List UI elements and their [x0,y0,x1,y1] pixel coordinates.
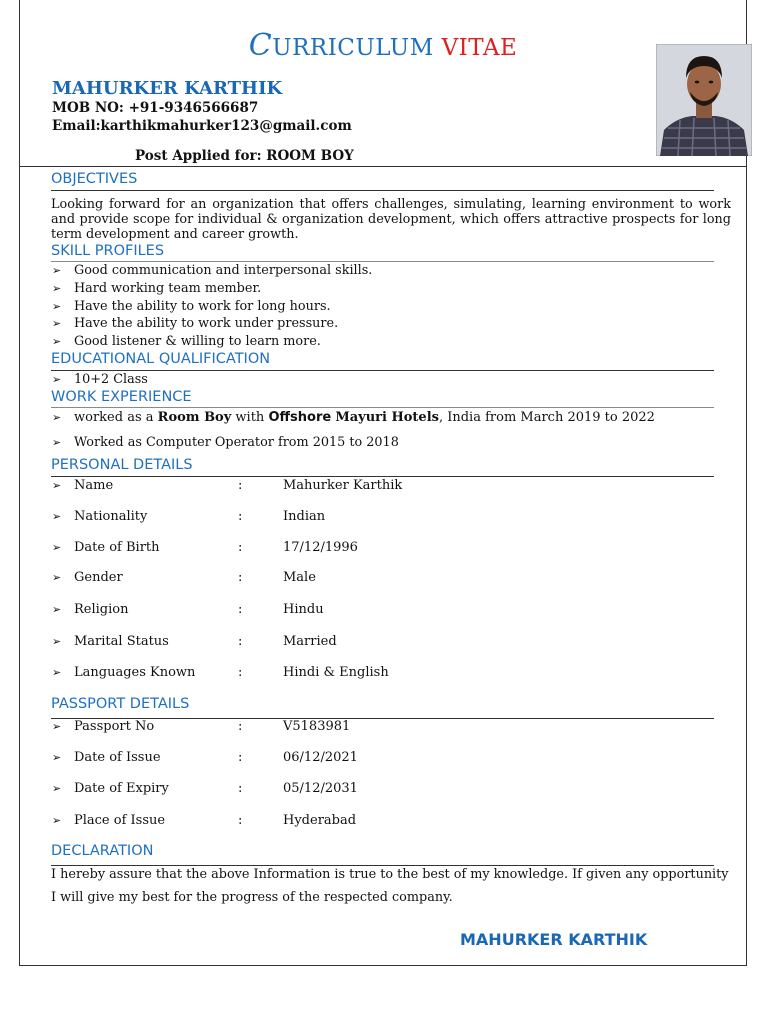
mobile-number: MOB NO: +91-9346566687 [52,100,259,116]
arrow-bullet-icon: ➢ [52,571,62,584]
skill-item: ➢ Hard working team member. [52,281,262,296]
arrow-bullet-icon: ➢ [52,782,62,795]
arrow-bullet-icon: ➢ [52,335,62,348]
passport-row: ➢ Date of Issue : 06/12/2021 [52,750,358,765]
objectives-divider [51,190,714,191]
arrow-bullet-icon: ➢ [52,814,62,827]
arrow-bullet-icon: ➢ [52,436,62,449]
candidate-name: MAHURKER KARTHIK [52,78,283,99]
passport-row: ➢ Passport No : V5183981 [52,719,351,734]
title-vitae: VITAE [441,35,518,61]
personal-row: ➢ Religion : Hindu [52,602,324,617]
personal-row: ➢ Nationality : Indian [52,509,326,524]
skill-item: ➢ Good communication and interpersonal skills. [52,263,373,278]
profile-photo [656,44,752,156]
work-heading: WORK EXPERIENCE [51,389,192,405]
arrow-bullet-icon: ➢ [52,603,62,616]
email-address: Email:karthikmahurker123@gmail.com [52,118,352,134]
arrow-bullet-icon: ➢ [52,751,62,764]
objectives-text: Looking forward for an organization that offers challenges, simulating, learning environment to work and provide scope for individual & organization development, which offers attractive prospects for long term development and career growth. [51,197,731,242]
passport-row: ➢ Date of Expiry : 05/12/2031 [52,781,358,796]
arrow-bullet-icon: ➢ [52,373,62,386]
work-item: ➢ worked as a Room Boy with Offshore Mayuri Hotels, India from March 2019 to 2022 [52,410,655,425]
objectives-heading: OBJECTIVES [51,171,138,187]
personal-heading: PERSONAL DETAILS [51,457,193,473]
personal-row: ➢ Name : Mahurker Karthik [52,478,403,493]
passport-heading: PASSPORT DETAILS [51,696,190,712]
arrow-bullet-icon: ➢ [52,264,62,277]
skills-divider [51,261,714,262]
personal-row: ➢ Gender : Male [52,570,316,585]
arrow-bullet-icon: ➢ [52,479,62,492]
arrow-bullet-icon: ➢ [52,541,62,554]
signature-name: MAHURKER KARTHIK [460,930,648,949]
title-curriculum: URRICULUM [272,35,434,61]
arrow-bullet-icon: ➢ [52,282,62,295]
personal-row: ➢ Marital Status : Married [52,634,337,649]
passport-row: ➢ Place of Issue : Hyderabad [52,813,357,828]
arrow-bullet-icon: ➢ [52,666,62,679]
personal-divider [51,476,714,477]
declaration-heading: DECLARATION [51,843,154,859]
work-divider [51,407,714,408]
skills-heading: SKILL PROFILES [51,243,165,259]
education-divider [51,370,714,371]
skill-item: ➢ Have the ability to work for long hours. [52,299,331,314]
title-initial: C [248,28,273,63]
education-heading: EDUCATIONAL QUALIFICATION [51,351,271,367]
post-applied: Post Applied for: ROOM BOY [135,148,354,164]
document-title [20,28,746,63]
resume-page [19,0,747,966]
header-divider [20,166,746,167]
arrow-bullet-icon: ➢ [52,317,62,330]
skill-item: ➢ Good listener & willing to learn more. [52,334,321,349]
arrow-bullet-icon: ➢ [52,720,62,733]
skill-item: ➢ Have the ability to work under pressure. [52,316,339,331]
arrow-bullet-icon: ➢ [52,411,62,424]
work-item: ➢ Worked as Computer Operator from 2015 to 2018 [52,435,399,450]
personal-row: ➢ Languages Known : Hindi & English [52,665,389,680]
arrow-bullet-icon: ➢ [52,510,62,523]
personal-row: ➢ Date of Birth : 17/12/1996 [52,540,358,555]
declaration-text: I hereby assure that the above Information is true to the best of my knowledge. If given any opportunity I will give my best for the progress of the respected company. [51,867,729,905]
arrow-bullet-icon: ➢ [52,300,62,313]
arrow-bullet-icon: ➢ [52,635,62,648]
education-item: ➢ 10+2 Class [52,372,148,387]
